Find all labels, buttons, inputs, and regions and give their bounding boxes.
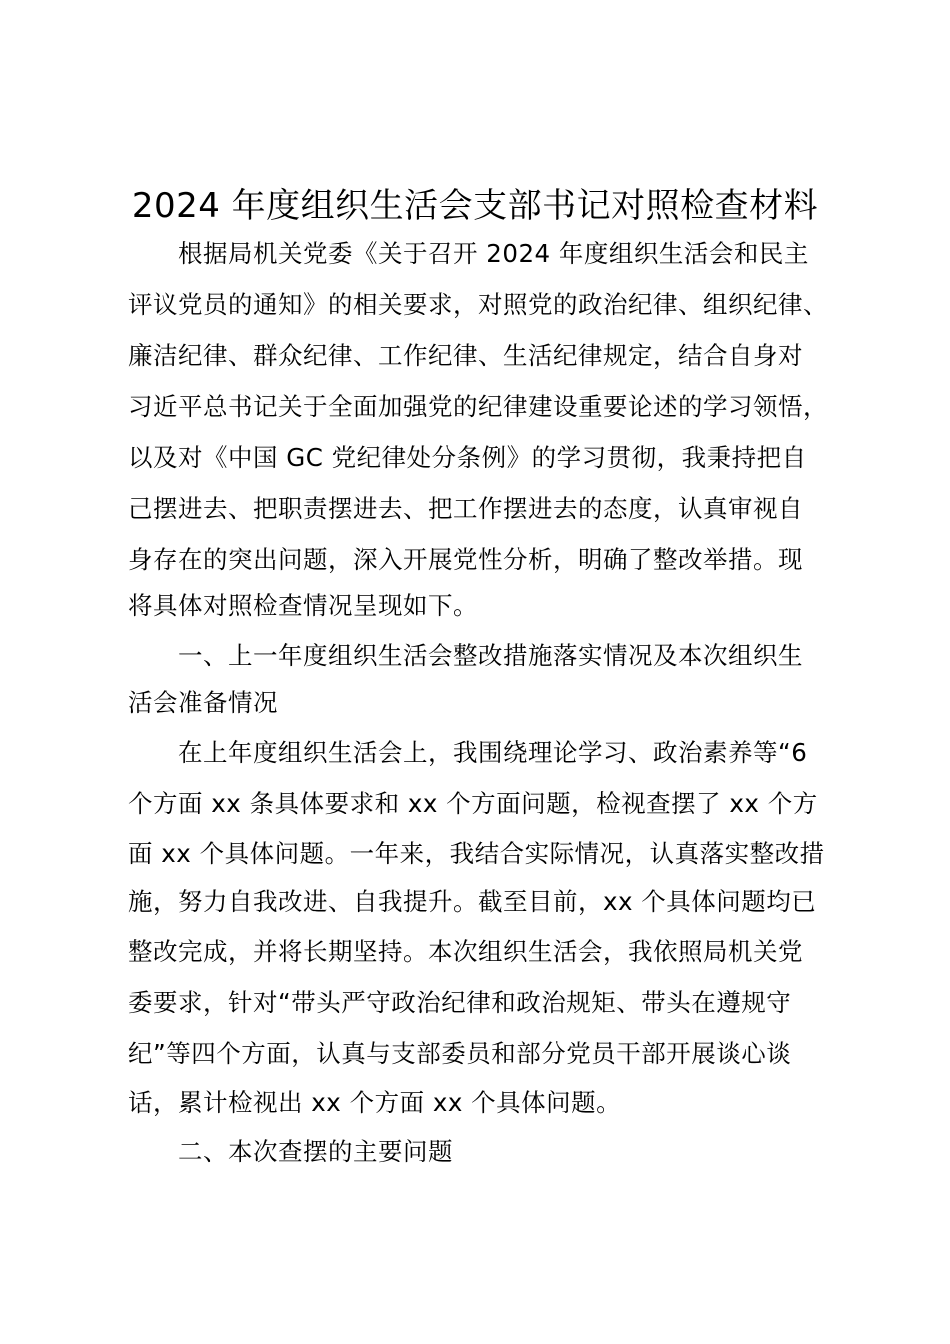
paragraph-line: 在上年度组织生活会上，我围绕理论学习、政治素养等“6: [178, 738, 808, 767]
paragraph-line: 话，累计检视出 xx 个方面 xx 个具体问题。: [128, 1088, 622, 1117]
paragraph-line: 己摆进去、把职责摆进去、把工作摆进去的态度，认真审视自: [128, 494, 803, 523]
paragraph-line: 整改完成，并将长期坚持。本次组织生活会，我依照局机关党: [128, 937, 803, 966]
paragraph-line: 施，努力自我改进、自我提升。截至目前，xx 个具体问题均已: [128, 887, 817, 916]
paragraph-line: 委要求，针对“带头严守政治纪律和政治规矩、带头在遵规守: [128, 988, 792, 1017]
document-title: 2024 年度组织生活会支部书记对照检查材料: [131, 186, 819, 226]
paragraph-line: 纪”等四个方面，认真与支部委员和部分党员干部开展谈心谈: [128, 1039, 792, 1068]
paragraph-line: 根据局机关党委《关于召开 2024 年度组织生活会和民主: [178, 239, 809, 268]
paragraph-line: 习近平总书记关于全面加强党的纪律建设重要论述的学习领悟，: [128, 392, 828, 421]
section-heading: 活会准备情况: [128, 688, 278, 717]
paragraph-line: 以及对《中国 GC 党纪律处分条例》的学习贯彻，我秉持把自: [128, 443, 807, 472]
paragraph-line: 个方面 xx 条具体要求和 xx 个方面问题，检视查摆了 xx 个方: [128, 789, 818, 818]
paragraph-line: 身存在的突出问题，深入开展党性分析，明确了整改举措。现: [128, 545, 803, 574]
paragraph-line: 评议党员的通知》的相关要求，对照党的政治纪律、组织纪律、: [128, 290, 828, 319]
paragraph-line: 面 xx 个具体问题。一年来，我结合实际情况，认真落实整改措: [128, 839, 825, 868]
section-heading: 一、上一年度组织生活会整改措施落实情况及本次组织生: [178, 641, 803, 670]
section-heading: 二、本次查摆的主要问题: [178, 1137, 453, 1166]
paragraph-line: 廉洁纪律、群众纪律、工作纪律、生活纪律规定，结合自身对: [128, 341, 803, 370]
paragraph-line: 将具体对照检查情况呈现如下。: [128, 591, 478, 620]
